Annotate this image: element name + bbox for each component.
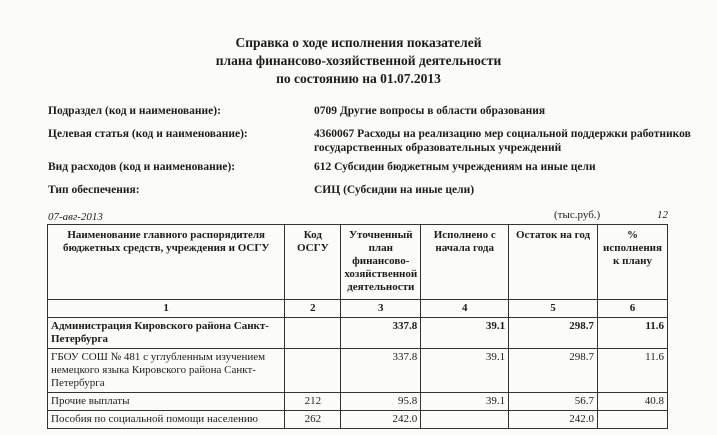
column-number: 3 xyxy=(341,300,421,318)
cell-rest: 56.7 xyxy=(509,393,598,411)
meta-row-funding-type xyxy=(48,183,708,197)
header-plan: Уточненный план финансово-хозяйственной деятельности xyxy=(341,225,421,300)
column-number: 1 xyxy=(48,300,285,318)
column-number: 4 xyxy=(421,300,509,318)
cell-done xyxy=(421,411,509,429)
table-row xyxy=(48,393,668,411)
meta-value: СИЦ (Субсидии на иные цели) xyxy=(314,184,475,196)
cell-plan: 242.0 xyxy=(341,411,421,429)
cell-rest: 298.7 xyxy=(509,349,598,393)
table-row xyxy=(48,411,668,429)
meta-row-subsection xyxy=(48,104,708,118)
document-title xyxy=(0,34,717,88)
header-pct: % исполнения к плану xyxy=(597,225,667,300)
cell-code: 212 xyxy=(285,393,341,411)
title-line: Справка о ходе исполнения показателей xyxy=(235,35,482,50)
cell-name: Прочие выплаты xyxy=(48,393,285,411)
table-row xyxy=(48,349,668,393)
meta-value: 0709 Другие вопросы в области образования xyxy=(314,105,546,117)
cell-rest: 298.7 xyxy=(509,318,598,349)
header-name: Наименование главного распорядителя бюджетных средств, учреждения и ОСГУ xyxy=(48,225,285,300)
header-rest: Остаток на год xyxy=(509,225,598,300)
meta-label: Подраздел (код и наименование): xyxy=(48,105,221,117)
cell-rest: 242.0 xyxy=(509,411,598,429)
header-done: Исполнено с начала года xyxy=(421,225,509,300)
column-number: 5 xyxy=(509,300,598,318)
meta-value: 4360067 Расходы на реализацию мер социальной поддержки работников государственных образовательных учреждений xyxy=(314,128,691,154)
title-line: по состоянию на 01.07.2013 xyxy=(276,71,441,86)
cell-plan: 337.8 xyxy=(341,318,421,349)
cell-plan: 95.8 xyxy=(341,393,421,411)
header-code: Код ОСГУ xyxy=(285,225,341,300)
meta-value: 612 Субсидии бюджетным учреждениям на иные цели xyxy=(314,161,596,173)
cell-code: 262 xyxy=(285,411,341,429)
column-number: 2 xyxy=(285,300,341,318)
meta-row-expense-type xyxy=(48,160,708,174)
meta-block xyxy=(48,104,708,206)
cell-pct: 40.8 xyxy=(597,393,667,411)
column-number-row xyxy=(48,300,668,318)
meta-label: Тип обеспечения: xyxy=(48,184,140,196)
cell-name: ГБОУ СОШ № 481 с углубленным изучением немецкого языка Кировского района Санкт-Петербурга xyxy=(48,349,285,393)
execution-table xyxy=(47,224,668,429)
table-header-row xyxy=(48,225,668,300)
page-number: 12 xyxy=(657,209,668,221)
meta-row-target-article xyxy=(48,127,708,155)
cell-plan: 337.8 xyxy=(341,349,421,393)
meta-label: Целевая статья (код и наименование): xyxy=(48,128,248,140)
cell-code xyxy=(285,349,341,393)
unit-label: (тыс.руб.) xyxy=(554,209,601,221)
cell-name: Администрация Кировского района Санкт-Петербурга xyxy=(48,318,285,349)
cell-done: 39.1 xyxy=(421,393,509,411)
meta-label: Вид расходов (код и наименование): xyxy=(48,161,236,173)
table-row xyxy=(48,318,668,349)
cell-code xyxy=(285,318,341,349)
cell-pct xyxy=(597,411,667,429)
cell-pct: 11.6 xyxy=(597,318,667,349)
title-line: плана финансово-хозяйственной деятельности xyxy=(215,53,502,68)
cell-done: 39.1 xyxy=(421,318,509,349)
cell-name: Пособия по социальной помощи населению xyxy=(48,411,285,429)
cell-done: 39.1 xyxy=(421,349,509,393)
cell-pct: 11.6 xyxy=(597,349,667,393)
report-date: 07-авг-2013 xyxy=(48,211,103,223)
column-number: 6 xyxy=(597,300,667,318)
